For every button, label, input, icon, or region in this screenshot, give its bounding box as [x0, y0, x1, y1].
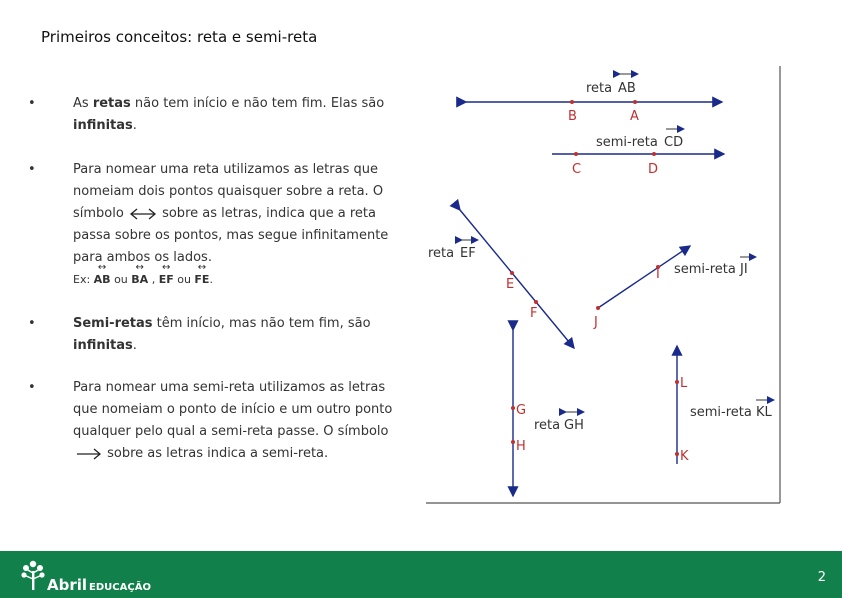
- lines-figure: [426, 66, 782, 504]
- line-cd: [552, 129, 724, 177]
- label-semi-ji: semi-reta: [674, 262, 736, 277]
- bullet-text: têm início, mas não tem fim, são: [152, 316, 371, 331]
- double-arrow-icon: [128, 207, 158, 221]
- notation-ef: ↔ EF: [159, 269, 174, 291]
- bullet-text: Para nomear uma semi-reta utilizamos as letras que nomeiam o ponto de início e um outro ponto qualquer pelo qual a semi-reta passe. O símbolo: [73, 380, 393, 439]
- point-i: I: [656, 267, 660, 282]
- bullet-text: As: [73, 96, 93, 111]
- bullet-bold: Semi-retas: [73, 316, 153, 331]
- point-c: C: [572, 162, 582, 177]
- label-ef: EF: [460, 246, 476, 261]
- tree-logo-icon: [20, 559, 46, 591]
- label-cd: CD: [664, 135, 684, 150]
- line-kl: [675, 346, 774, 464]
- brand-logo: [47, 575, 151, 594]
- bullet-bold: retas: [92, 96, 131, 111]
- label-reta-ef: reta: [428, 246, 455, 261]
- point-j: J: [594, 315, 598, 330]
- point-g: G: [516, 403, 527, 418]
- bullet-bold: infinitas: [73, 338, 133, 353]
- brand-name: Abril: [47, 576, 88, 594]
- notation-ab: ↔ AB: [94, 269, 111, 291]
- bullet-text: sobre as letras indica a semi-reta.: [103, 446, 329, 461]
- label-semi-cd: semi-reta: [596, 135, 658, 150]
- label-reta-gh: reta: [534, 418, 561, 433]
- right-arrow-icon: [73, 447, 103, 461]
- bullet-text: Para nomear uma reta utilizamos as letras que nomeiam dois pontos quaisquer sobre a reta. O símbolo: [73, 162, 384, 221]
- page-number: 2: [817, 570, 826, 585]
- bullet-dot: •: [28, 96, 36, 111]
- label-ab: AB: [618, 81, 636, 96]
- point-k: K: [680, 449, 689, 464]
- point-f: F: [530, 306, 538, 321]
- bullet-bold: infinitas: [73, 118, 133, 133]
- bullet-text: não tem início e não tem fim. Elas são: [130, 96, 385, 111]
- line-ef: [428, 210, 574, 348]
- point-d: D: [648, 162, 659, 177]
- bullet-dot: •: [28, 162, 36, 177]
- line-ji: [593, 246, 756, 330]
- line-ab: [466, 74, 722, 124]
- label-reta-ab: reta: [586, 81, 613, 96]
- point-b: B: [568, 109, 577, 124]
- bullet-text: sobre as letras, indica que a reta passa sobre os pontos, mas segue infinitamente para ambos os lados.: [73, 206, 389, 265]
- label-ji: JI: [740, 262, 748, 277]
- brand-sub: EDUCAÇÃO: [89, 582, 151, 593]
- bullet-dot: •: [28, 316, 36, 331]
- notation-fe: ↔ FE: [194, 269, 209, 291]
- label-semi-kl: semi-reta: [690, 405, 752, 420]
- point-h: H: [516, 439, 526, 454]
- point-l: L: [680, 376, 688, 391]
- label-gh: GH: [564, 418, 584, 433]
- label-kl: KL: [756, 405, 772, 420]
- example-notation: Ex: ↔ AB ou ↔ BA , ↔ EF ou ↔ FE.: [73, 273, 213, 286]
- bullet-text: .: [132, 118, 137, 133]
- point-e: E: [506, 277, 515, 292]
- bullet-text: .: [132, 338, 137, 353]
- page-title: Primeiros conceitos: reta e semi-reta: [41, 28, 318, 46]
- footer-bar: [0, 551, 842, 598]
- point-a: A: [630, 109, 639, 124]
- notation-ba: ↔ BA: [131, 269, 148, 291]
- bullet-dot: •: [28, 380, 36, 395]
- line-gh: [511, 330, 584, 496]
